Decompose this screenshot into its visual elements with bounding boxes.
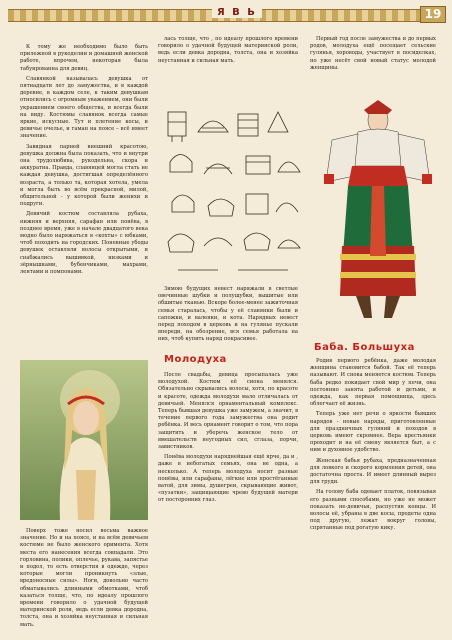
col1-text-bottom <box>20 528 148 632</box>
paragraph: Женская бабья рубаха, предназначенная для ловкого и скорого кормления детей, она достаточна проста. И имеет длинный вырез для груди. <box>310 457 436 486</box>
section-heading-baba: Баба. Большуха <box>314 342 415 353</box>
col3-text-baba <box>310 358 436 536</box>
col1-text-top <box>20 44 148 279</box>
headdress-illustration <box>158 102 308 280</box>
paragraph: Поверх тоже носил весьма важное значение. Но и на поясе, и на всём девичьем костюме не было женского оримента. Хотя места его нанесения всегда совпадали. Это горловина, полики, оплечье, рукава, запястье и подол, то есть отверстия в одежде, через которые могли проникнуть «злые, вредоносные силы». Ноги, довольно часто обматывались длинными обмотками, чтоб казаться толще, что, по идеалу прошлого времени говорило о удачной будущей материнской роли, ведь если девка дородна, толста, она и хозяйка неустанная и сильная мать. <box>20 528 148 628</box>
paragraph: К тому же необходимо было быть прилежной в рукоделии и домашней женской работе, впрочем, некоторая была табуированна для девиц. <box>20 44 148 72</box>
paragraph: Понёва молодухи наряднейшая ещё ярче, да и , даже в небогатых семьях, она не одна, а несколько. А теперь молодуха носит разные понёвы, или сарафаны, лёгкие или простёганные ватой, для зимы, душегреи, скрывающие живот, «пузатки», защищающие чрево будущей матери от посторонних глаз. <box>158 454 298 504</box>
page-number: 19 <box>420 6 446 23</box>
section-heading-molodukha: Молодуха <box>164 354 227 365</box>
paragraph: Девичий костюм составляла рубаха, нижняя и верхняя, сарафан или понёва, в позднее время, уже в начале двадцатого века модно было наряжаться в «кохты» с юбками, чтоб походить на городских. Поневные убоды девушек оставляли волосы открытыми, и снабжались вышивкой, низками и зёрнышками, бубенчиками, махрами, лентами и помпонами. <box>20 211 148 276</box>
paragraph: Теперь уже нет речи о яркости бывших нарядов - новые наряды, приготовленные для праздничных гуляний и походов в церковь имеют скромнее. Вера крестьянки проходит и на её смену является быт, а с ним и духовное удобство. <box>310 411 436 454</box>
page-header <box>0 0 452 22</box>
paragraph: лась толще, что , по идеалу прошлого времени говорило о удачной будущей материнской роли, ведь если девка дородна, толста, она и хозяйка неустанная и сильная мать. <box>158 36 298 64</box>
paragraph: На голову баба одевает платок, повязывая его разными способами, но уже не может показать не-девичьи, распустив концы. И волосы её, убраны в две косы, продеты одна под другую, лежат вокруг головы, спрятанные под рогатую кику. <box>310 489 436 532</box>
magazine-title: Я В Ь <box>212 7 262 18</box>
paragraph: Зимою будущих невест наряжали в светлые овечинные шубки и полушубки, вышитые или обшитые тканью. Вскоре более-менее зажиточная семья старалась, чтобы у её славянки были и сапожки, и валенки, и кота. Нарядных невест перед походом в церковь и на гулянье пускали впереди, на обозрение, вся семья работала на них, чтоб купить наряд покрасивее. <box>158 286 298 343</box>
col3-text-top <box>310 36 436 75</box>
paragraph: Родив первого ребёнка, даже молодая женщина становится бабой. Так её теперь называют. И снова меняется костюм. Теперь баба редко покидает свой мир у печи, она постоянно занята работой и детьми, и одежда, как первая помощница, здесь облегчает её жизнь. <box>310 358 436 408</box>
col2-text-winter <box>158 286 298 347</box>
col2-text-top <box>158 36 298 68</box>
portrait-girl-image <box>20 360 148 520</box>
paragraph: Завидная парней внешний красотою, девушка должна была показать, что и внутри она трудолюбива, рукодельна, скора и аккуратна. Правда, славянцей могла стать не каждая девушка, достигшая определённого возраста, а только та, которая хотела, умела и могла быть во всём прекрасной, милой, общительной - у которой были женихи и подруги. <box>20 143 148 208</box>
paragraph: Первый год после замужества и до первых родов, молодуха ещё посещает сельские гулянья, хороводы, участвует в посиделках, но уже несёт свой новый статус молодой женщины. <box>310 36 436 71</box>
paragraph: Славянкой называлась девушка от пятнадцати лет до замужества, и в каждой деревне, в каждом селе, к таким девушкам относились с огромным уважением, они были украшением своего общества, и всегда были на виду. Костюмы славянок всегда самые яркие, искусные. Тут и плетение косы, и девичье очелье, и гаман на поясе – всё имеет значение. <box>20 75 148 140</box>
paragraph: После свадьбы, девица просыпалась уже молодухой. Костюм её сиона менялся. Обязательно скрывались волосы, хотя, по красоте и красоте, одежда молодухи мало отличалась от девичьей. Менялся орнаментальный комплекс. Теперь бывшая девушка уже замужем, а значит, в течение первого года замужества она родит ребёнка. И весь орнамент говорит о том, что пора защитить и уберечь женское тело от вмешательств неугодных сил, сглаза, порчи, завистников. <box>158 372 298 451</box>
col2-text-molodukha <box>158 372 298 508</box>
folk-costume-illustration <box>312 96 444 328</box>
